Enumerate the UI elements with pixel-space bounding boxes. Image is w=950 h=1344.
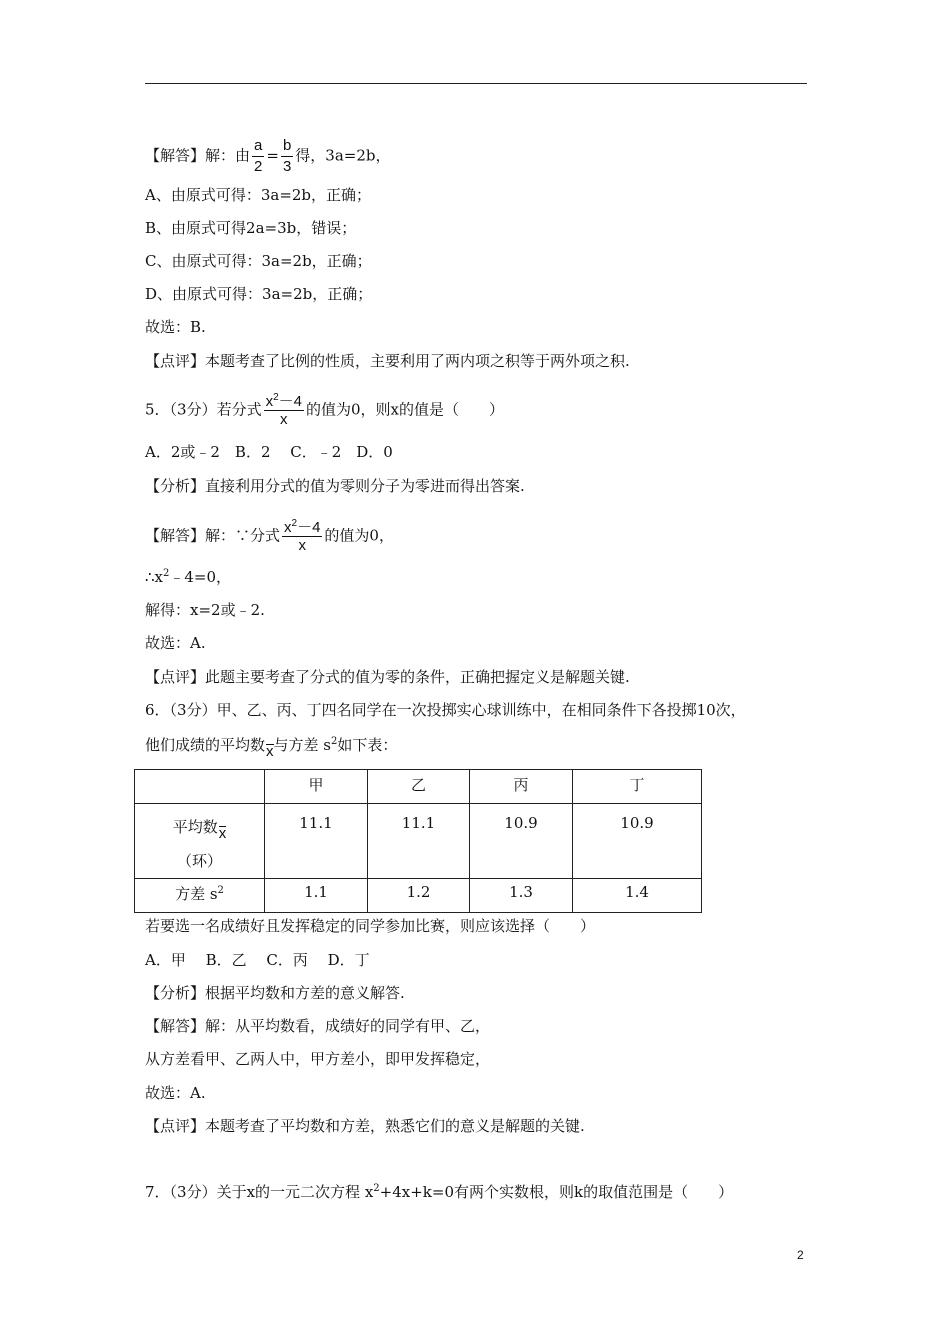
q5-analysis: 【分析】直接利用分式的值为零则分子为零进而得出答案. <box>145 477 525 495</box>
q5-comment: 【点评】此题主要考查了分式的值为零的条件，正确把握定义是解题关键. <box>145 668 630 686</box>
q4-option-a: A、由原式可得：3a=2b，正确； <box>145 186 372 204</box>
q4-answer-suffix: 得，3a=2b， <box>295 146 391 165</box>
exponent: 2 <box>163 568 170 579</box>
table-header-row <box>135 770 702 804</box>
q5-choice: 故选：A. <box>145 634 206 652</box>
numerator-var: x <box>284 519 292 536</box>
numerator-var: x <box>265 393 274 410</box>
fraction-numerator: b <box>281 136 293 157</box>
q5-answer-fraction <box>282 519 322 554</box>
q6-question: 若要选一名成绩好且发挥稳定的同学参加比赛，则应该选择（ ） <box>145 917 596 935</box>
q4-choice: 故选：B. <box>145 318 206 336</box>
table-row-mean <box>135 804 702 879</box>
fraction-b-over-3 <box>281 136 293 177</box>
q5-stem-prefix: 5．（3分）若分式 <box>145 400 262 419</box>
q5-stem-suffix: 的值为0，则x的值是（ ） <box>306 400 505 419</box>
stem-text: 如下表： <box>337 736 398 754</box>
q5-step2: 解得：x=2或﹣2. <box>145 601 265 619</box>
q5-options: A．2或﹣2 B．2 C．﹣2 D．0 <box>145 443 393 461</box>
fraction-denominator: x <box>298 537 306 554</box>
exponent: 2 <box>330 736 338 747</box>
variance-label-cell <box>135 879 265 913</box>
step-text: ∴x <box>145 568 164 586</box>
page-number: 2 <box>797 1248 804 1262</box>
table-cell: 1.4 <box>573 879 702 913</box>
q5-fraction <box>264 393 304 428</box>
q6-comment: 【点评】本题考查了平均数和方差，熟悉它们的意义是解题的关键. <box>145 1117 585 1135</box>
stem-text: 他们成绩的平均数 <box>145 736 266 754</box>
x-bar-symbol: x <box>266 743 274 760</box>
exponent: 2 <box>217 885 224 896</box>
table-cell: 1.2 <box>368 879 470 913</box>
x-bar-symbol: x <box>218 825 227 842</box>
variance-label: 方差 s <box>175 885 218 903</box>
q4-option-d: D、由原式可得：3a=2b，正确； <box>145 285 373 303</box>
fraction-a-over-2 <box>252 136 264 177</box>
header-cell: 丙 <box>470 770 573 804</box>
table-cell: 11.1 <box>265 804 368 879</box>
mean-unit: （环） <box>176 852 222 870</box>
stem-text: +4x+k=0有两个实数根，则k的取值范围是（ ） <box>379 1183 734 1201</box>
table-row-variance <box>135 879 702 913</box>
table-cell: 10.9 <box>470 804 573 879</box>
header-cell: 乙 <box>368 770 470 804</box>
header-rule <box>145 83 807 84</box>
exponent: 2 <box>273 392 279 403</box>
q6-choice: 故选：A. <box>145 1084 206 1102</box>
numerator-rest: －4 <box>297 519 321 536</box>
fraction-numerator <box>264 393 304 411</box>
q5-answer-line <box>145 519 394 554</box>
equals-sign: = <box>266 146 279 165</box>
fraction-denominator: 2 <box>254 158 263 175</box>
q6-answer-line1: 【解答】解：从平均数看，成绩好的同学有甲、乙， <box>145 1017 491 1035</box>
q5-answer-prefix: 【解答】解：∵分式 <box>145 526 281 545</box>
exponent: 2 <box>291 518 298 529</box>
header-cell: 甲 <box>265 770 368 804</box>
mean-label-cell <box>135 804 265 879</box>
header-cell: 丁 <box>573 770 702 804</box>
q4-option-b: B、由原式可得2a=3b，错误； <box>145 219 357 237</box>
q4-option-c: C、由原式可得：3a=2b，正确； <box>145 252 372 270</box>
mean-label: 平均数 <box>172 818 218 836</box>
fraction-numerator <box>282 519 322 537</box>
q5-answer-suffix: 的值为0， <box>324 526 394 545</box>
scores-table <box>134 769 702 913</box>
q4-answer-prefix: 【解答】解：由 <box>145 146 251 165</box>
table-cell: 1.1 <box>265 879 368 913</box>
q4-comment: 【点评】本题考查了比例的性质，主要利用了两内项之积等于两外项之积. <box>145 352 630 370</box>
table-cell: 11.1 <box>368 804 470 879</box>
fraction-denominator: 3 <box>282 158 292 175</box>
q6-answer-line2: 从方差看甲、乙两人中，甲方差小，即甲发挥稳定， <box>145 1050 491 1068</box>
q7-stem <box>145 1182 733 1202</box>
stem-text: 与方差 s <box>273 736 331 754</box>
q6-options: A．甲 B．乙 C．丙 D．丁 <box>145 951 370 969</box>
q6-analysis: 【分析】根据平均数和方差的意义解答. <box>145 984 405 1002</box>
table-cell: 1.3 <box>470 879 573 913</box>
q6-stem-line1: 6．（3分）甲、乙、丙、丁四名同学在一次投掷实心球训练中，在相同条件下各投掷10次， <box>145 701 746 719</box>
q5-step1 <box>145 567 231 587</box>
stem-text: 7．（3分）关于x的一元二次方程 x <box>145 1183 374 1201</box>
fraction-denominator: x <box>280 411 288 428</box>
q5-stem <box>145 393 504 428</box>
q4-answer-line <box>145 136 390 177</box>
exponent: 2 <box>373 1183 380 1194</box>
q6-stem-line2 <box>145 735 398 760</box>
fraction-numerator: a <box>252 136 264 157</box>
step-text: ﹣4=0， <box>169 568 232 586</box>
table-cell: 10.9 <box>573 804 702 879</box>
header-cell <box>135 770 265 804</box>
numerator-rest: －4 <box>278 393 302 410</box>
